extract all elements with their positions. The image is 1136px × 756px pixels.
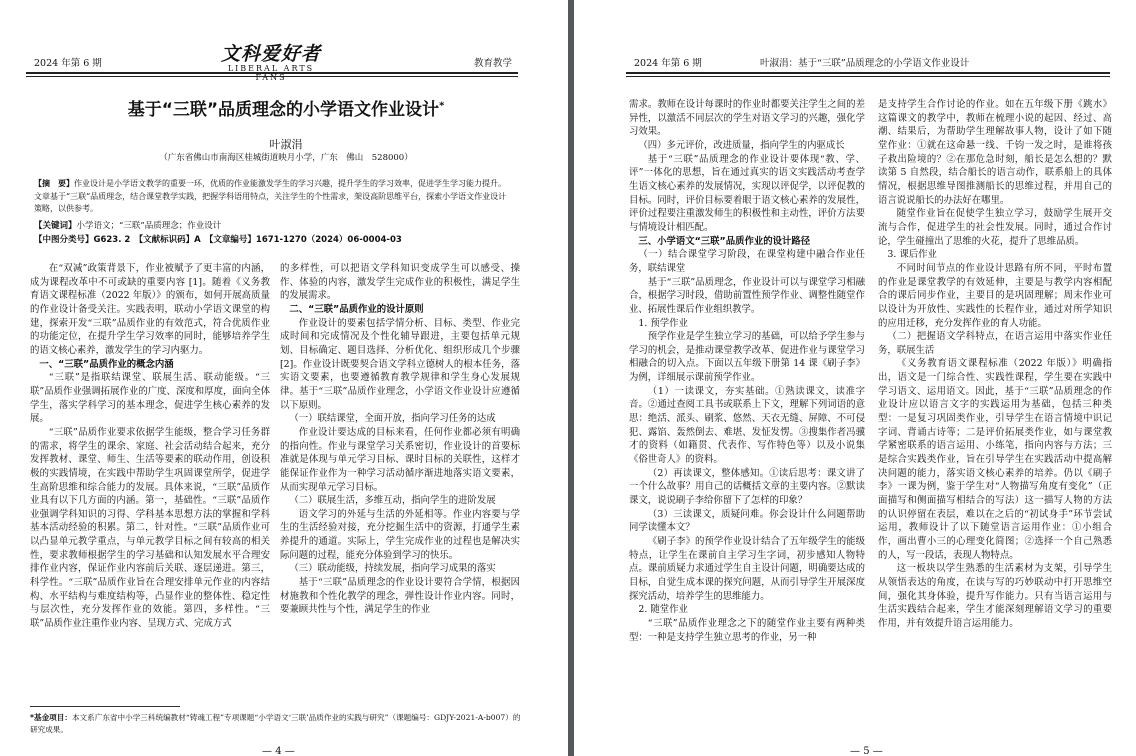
paragraph: “三联”品质作业理念之下的随堂作业主要有两种类型：一种是支持学生独立思考的作业，另一种 xyxy=(629,617,865,643)
paragraph: 基于“三联”品质理念，作业设计可以与课堂学习相融合，根据学习时段，借助前置性预学作业、调整性随堂作业、拓展性课后作业组织教学。 xyxy=(629,276,865,315)
paragraph: 基于“三联”品质理念的作业设计要体现“教、学、评”一体化的思想，旨在通过真实的语文实践活动考查学生语文核心素养的发展情况，实现以评促学，以评促教的目标。同时，评价目标要着眼于语文核心素养的发展性，评价过程要注重激发师生的积极性和主动性，评价方法要与情境设计相匹配。 xyxy=(629,153,865,233)
paragraph-continued: 需求。教师在设计每课时的作业时都要关注学生之间的差异性，以激活不同层次的学生对语文学习的兴趣，强化学习效果。 xyxy=(629,99,865,138)
paragraph: 不同时间节点的作业设计思路有所不同，平时布置的作业是课堂教学的有效延伸，主要是与教学内容相配合的课后同步作业，主要目的是巩固理解；周末作业可以设计为开放性、实践性的长程作业，通过对所学知识的应用迁移，充分发挥作业的育人功能。 xyxy=(878,262,1112,329)
left-column-1 xyxy=(30,262,270,631)
page-number: — 4 — xyxy=(262,746,295,756)
paragraph: “三联”是指联结课堂、联展生活、联动能级。“三联”品质作业强调拓展作业的广度、深度和厚度，面向全体学生，落实学科学习的基本理念，促进学生核心素养的发展。 xyxy=(30,372,270,425)
keywords: 【关键词】小学语文；“三联”品质理念；作业设计 xyxy=(34,221,222,231)
logo-sub: LIBERAL ARTS FANS xyxy=(227,64,315,82)
subsection-heading: （一）结合课堂学习阶段，在课堂构建中融合作业任务，联结课堂 xyxy=(629,249,865,274)
paragraph: 作业设计的要素包括学情分析、目标、类型、作业完成时间和完成情况及个性化辅导跟进，主要包括单元规划、目标确定、题目选择、分析优化、组织形成几个步骤 [2]。作业设计既要契合语文学科立德树人的根本任务，落实语文要素，也要遵循教育教学规律和学生身心发展规律。基于“三联”品质作业理念，小学语文作业设计应遵循以下原则。 xyxy=(280,317,520,411)
paragraph: 语文学习的外延与生活的外延相等。作业内容要与学生的生活经验对接，充分挖掘生活中的资源，打通学生素养提升的通道。实际上，学生完成作业的过程也是解决实际问题的过程，能充分体验到学习的快乐。 xyxy=(280,508,520,561)
header-rule-thin xyxy=(626,76,1110,77)
subsection-heading: （一）联结课堂，全面开放，指向学习任务的达成 xyxy=(289,413,496,425)
paragraph: 作业设计要达成的目标来看，任何作业都必须有明确的指向性。作业与课堂学习关系密切，作业设计的首要标准就是体现与单元学习目标、课时目标的关联性，这样才能保证作业作为一种学习活动循序渐进地落实语文要素，从而实现单元学习目标。 xyxy=(280,426,520,493)
article-title: 基于“三联”品质理念的小学语文作业设计* xyxy=(127,100,445,120)
paragraph: （2）再读课文，整体感知。①读后思考：课文讲了一个什么故事？用自己的话概括文章的主要内容。②默读课文，说说刷子李给你留下了怎样的印象？ xyxy=(629,467,865,507)
paragraph: “三联”品质作业要求依据学生能级，整合学习任务群的需求，将学生的课余、家庭、社会活动结合起来，充分发挥教材、课堂、师生、生活等要素的联动作用，创设积极的实践情境，在实践中帮助学生巩固课堂所学，促进学生高阶思维和综合能力的发展。具体来说，“三联”品质作业具有以下几方面的内涵。第一，基础性。“三联”品质作业强调学科知识的习得、学科基本思想方法的掌握和学科基本活动经验的积累。第二，针对性。“三联”品质作业可以凸显单元教学重点，与单元教学目标之间有较高的相关性，要求教师根据学生的学习基础和认知发展水平合理安排作业内容，保证作业内容前后关联、逐层递进。第三，科学性。“三联”品质作业旨在合理安排单元作业的内容结构、水平结构与难度结构等，凸显作业的整体性、稳定性与层次性，充分发挥作业的效能。第四，多样性。“三联”品质作业注重作业内容、呈现方式、完成方式 xyxy=(30,426,270,630)
right-column-1 xyxy=(629,98,865,644)
issue-label: 2024 年第 6 期 xyxy=(34,58,102,69)
section-heading: 二、“三联”品质作业的设计原则 xyxy=(289,303,424,315)
footnote: *基金项目：本文系广东省中小学三科统编教材“铸魂工程”专项课题“小学语文‘三联’品质作业的实践与研究”（课题编号：GDJY-2021-A-b007）的研究成果。 xyxy=(30,713,521,734)
right-page xyxy=(574,0,1136,756)
logo-main: 文科爱好者 xyxy=(220,43,321,65)
subsection-heading: （二）把握语文学科特点，在语言运用中落实作业任务，联展生活 xyxy=(878,331,1112,356)
issue-label: 2024 年第 6 期 xyxy=(634,58,702,69)
right-column-2 xyxy=(878,98,1112,631)
subsection-heading: 3. 课后作业 xyxy=(887,249,937,261)
paragraph-continued: 的多样性，可以把语文学科知识变成学生可以感受、操作、体验的内容，激发学生完成作业的积极性，满足学生的发展需求。 xyxy=(280,263,520,302)
paragraph: （3）三读课文，质疑问难。你会设计什么问题帮助同学读懂本文？ xyxy=(629,508,865,534)
header-rule xyxy=(26,72,518,74)
header-rule xyxy=(626,72,1110,74)
running-head: 叶淑涓：基于“三联”品质理念的小学语文作业设计 xyxy=(760,58,970,69)
affiliation: （广东省佛山市南海区桂城街道映月小学，广东 佛山 528000） xyxy=(159,153,413,163)
section-heading: 一、“三联”品质作业的概念内涵 xyxy=(39,358,174,370)
subsection-heading: （二）联展生活，多维互动，指向学生的进阶发展 xyxy=(289,495,496,507)
paragraph-continued: 是支持学生合作讨论的作业。如在五年级下册《跳水》这篇课文的教学中，教师在梳理小说的起因、经过、高潮、结果后，为帮助学生理解故事人物，设计了如下随堂作业：①就在这命悬一线、千钧一发之时，是谁将孩子救出险境的？②在那危急时刻，船长是怎么想的？默读第 5 自然段，结合船长的语言动作，联系船上的具体情况，根据思维导图推测船长的思维过程，并用自己的语言说说船长的办法好在哪里。 xyxy=(878,99,1112,206)
paragraph: （1）一读课文，夯实基础。①熟读课文，读准字音。②通过查阅工具书或联系上下文，理解下列词语的意思：绝活、派头、刷浆、悠然、天衣无缝、屏障、不可侵犯、露馅、轰然倒去、难堪、发怔发愣。③搜集作者冯骥才的资料（如籍贯、代表作、写作特色等）以及小说集《俗世奇人》的资料。 xyxy=(629,385,865,466)
classification: 【中图分类号】G623. 2 【文献标识码】A 【文章编号】1671-1270（2024）06-0004-03 xyxy=(34,235,402,245)
left-column-2 xyxy=(280,262,520,617)
paragraph: 预学作业是学生独立学习的基础，可以给予学生参与学习的机会，是推动课堂教学改革、促进作业与课堂学习相融合的切入点。下面以五年级下册第 14 课《刷子李》为例，详细展示课前预学作业。 xyxy=(629,331,865,384)
author: 叶淑涓 xyxy=(269,138,303,151)
paragraph: 《义务教育语文课程标准（2022 年版）》明确指出，语文是一门综合性、实践性课程，学生要在实践中学习语文、运用语文。因此，基于“三联”品质理念的作业设计应以语言文字的实践运用为基础，包括三种类型：一是复习巩固类作业，引导学生在语言情境中识记字词、背诵古诗等；二是评价拓展类作业，如与课堂教学紧密联系的语言运用、小练笔，指向内容与方法；三是综合实践类作业，旨在引导学生在实践活动中提高解决问题的能力，落实语文核心素养的培养。仍以《刷子李》一课为例，鉴于学生对“人物描写角度有变化”（正面描写和侧面描写相结合的写法）这一描写人物的方法的认识停留在表层，难以在之后的“初试身手”环节尝试运用，教师设计了以下随堂语言运用作业：①小组合作，画出曹小三的心理变化简图；②选择一个自己熟悉的人，写一段话，表现人物特点。 xyxy=(878,358,1112,561)
paragraph: 《刷子李》的预学作业设计结合了五年级学生的能级特点，让学生在课前自主学习生字词，初步感知人物特点。课前质疑力求通过学生自主设计问题，明确要达成的目标，自觉生成本课的探究问题，从而引导学生开展深度探究活动，培养学生的思维能力。 xyxy=(629,536,865,602)
paragraph: 随堂作业旨在促使学生独立学习，鼓励学生展开交流与合作，促进学生的社会性发展。同时，通过合作讨论，学生碰撞出了思维的火花，提升了思维品质。 xyxy=(878,208,1112,247)
abstract: 【摘 要】作业设计是小学语文教学的重要一环，优质的作业能激发学生的学习兴趣，提升学生的学习效率，促进学生学习能力提升。文章基于“三联”品质理念，结合课堂教学实践，把握学科语用特点，关注学生的个性需求，架设高阶思维平台，探索小学语文作业设计策略，以供参考。 xyxy=(34,179,507,213)
subsection-heading: 1. 预学作业 xyxy=(638,317,688,329)
paragraph: 这一板块以学生熟悉的生活素材为支架，引导学生从领悟表达的角度，在读与写的巧妙联动中打开思维空间，强化其身体验，提升写作能力。只有当语言运用与生活实践结合起来，学生才能深刻理解语文学习的重要作用，并有效提升语言运用能力。 xyxy=(878,563,1112,629)
footnote-rule xyxy=(30,706,180,707)
paragraph: 基于“三联”品质理念的作业设计要符合学情，根据因材施教和个性化教学的理念，弹性设计作业内容。同时，要兼顾共性与个性，满足学生的作业 xyxy=(280,577,520,616)
subsection-heading: （四）多元评价，改进质量，指向学生的内驱成长 xyxy=(638,139,845,151)
section-label: 教育教学 xyxy=(474,58,513,69)
header-rule-thin xyxy=(26,76,518,77)
paragraph: 在“双减”政策背景下，作业被赋予了更丰富的内涵，成为课程改革中不可或缺的重要内容 [1]。随着《义务教育语文课程标准（2022 年版）》的颁布，如何开展高质量的作业设计备受关注。实践表明，联动小学语文课堂的构建，探索开发“三联”品质作业的有效范式，符合优质作业的功能定位，在提升学生学习效率的同时，能够培养学生的语文核心素养，激发学生的学习内驱力。 xyxy=(30,263,270,356)
section-heading: 三、小学语文“三联”品质作业的设计路径 xyxy=(638,235,811,247)
subsection-heading: 2. 随堂作业 xyxy=(638,604,688,616)
page-number: — 5 — xyxy=(850,746,883,756)
subsection-heading: （三）联动能级，持续发展，指向学习成果的落实 xyxy=(289,563,496,575)
